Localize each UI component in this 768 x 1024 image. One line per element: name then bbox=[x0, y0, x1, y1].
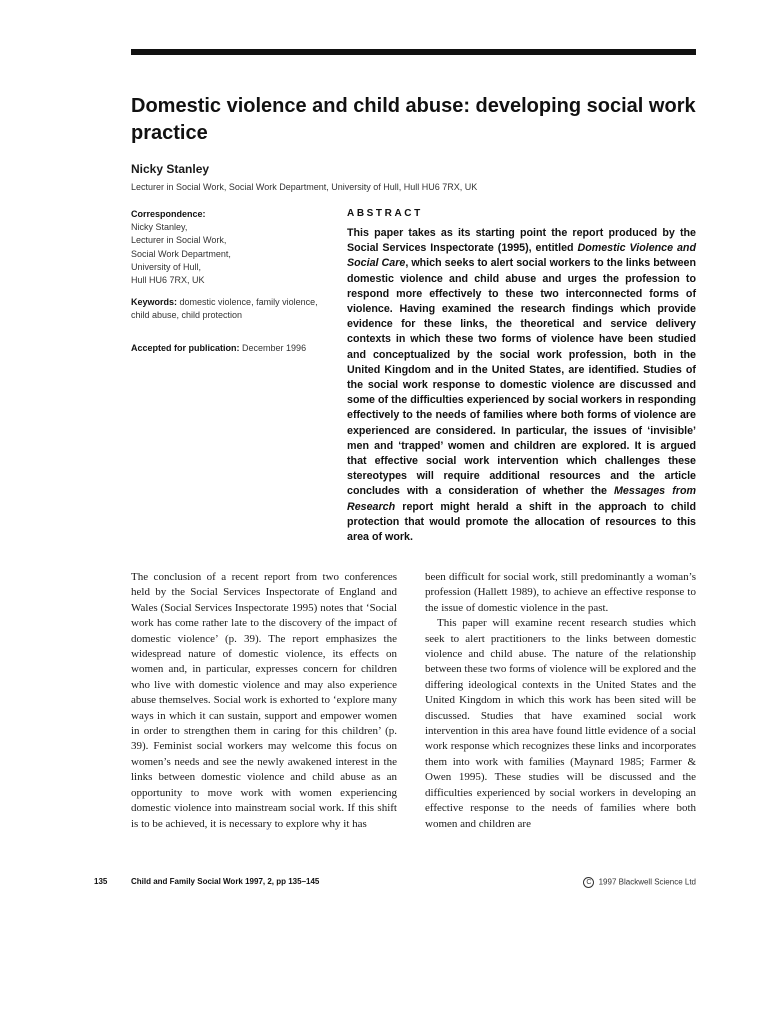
keywords-label: Keywords: bbox=[131, 297, 178, 308]
body-column-left: The conclusion of a recent report from two conferences held by the Social Services Inspectorate of England and Wales (Social Services Inspectorate 1995) notes that ‘Social work has come rather late to the discovery of the impact of domestic violence’ (p. 39). The report emphasizes the widespread nature of domestic violence, its effects on women and, in particular, expresses concern for children who live with domestic violence and may also experience abuse themselves. Social work is exhorted to ‘explore many ways in which it can sustain, support and empower women in order to strengthen them in caring for this children’ (p. 39). Feminist social workers may welcome this focus on women’s needs and see the newly awakened interest in the links between domestic violence and child abuse as an opportunity to move work with women experiencing domestic violence into mainstream social work. If this shift is to be achieved, it is necessary to explore why it has bbox=[131, 571, 397, 830]
journal-citation: Child and Family Social Work 1997, 2, pp 135–145 bbox=[131, 877, 320, 886]
accepted-block bbox=[131, 342, 321, 355]
copyright-text: 1997 Blackwell Science Ltd bbox=[598, 877, 696, 887]
page-number: 135 bbox=[94, 877, 108, 886]
correspondence-line: Nicky Stanley, bbox=[131, 222, 188, 233]
abstract-italic: Messages from Research bbox=[347, 485, 696, 513]
abstract-segment: This paper takes as its starting point the report produced by the Social Services Inspectorate (1995), entitled bbox=[347, 227, 696, 255]
correspondence-line: Social Work Department, bbox=[131, 248, 231, 259]
abstract-italic: Domestic Violence and Social Care bbox=[347, 242, 696, 270]
keywords-block bbox=[131, 296, 321, 322]
copyright-notice bbox=[583, 877, 696, 888]
author-affiliation: Lecturer in Social Work, Social Work Department, University of Hull, Hull HU6 7RX, UK bbox=[131, 182, 478, 192]
correspondence-label: Correspondence: bbox=[131, 209, 206, 219]
body-column-right bbox=[425, 570, 696, 832]
correspondence-block bbox=[131, 208, 321, 287]
body-paragraph: been difficult for social work, still predominantly a woman’s profession (Hallett 1989), to achieve an effective response to the issue of domestic violence in the past. bbox=[425, 571, 696, 614]
article-title: Domestic violence and child abuse: developing social work practice bbox=[131, 95, 696, 144]
abstract-heading: ABSTRACT bbox=[347, 208, 423, 219]
correspondence-line: Lecturer in Social Work, bbox=[131, 235, 227, 246]
correspondence-line: Hull HU6 7RX, UK bbox=[131, 275, 205, 286]
correspondence-line: University of Hull, bbox=[131, 261, 202, 272]
body-paragraph: This paper will examine recent research studies which seek to alert practitioners to the links between domestic violence and child abuse. The nature of the relationship between these two forms of violence will be explored and the differing ideological contexts in the United States and the United Kingdom in which this work has been sited will be discussed. Studies that have examined social work intervention in this area have found little evidence of a social work response which recognizes these links and incorporates them into work with families (Maynard 1985; Farmer & Owen 1995). These studies will be discussed and the difficulties experienced by social workers in developing an effective response to the needs of families where both women and children are bbox=[425, 617, 696, 830]
copyright-icon: C bbox=[583, 877, 594, 888]
keywords-text: domestic violence, family violence, child abuse, child protection bbox=[131, 297, 318, 321]
abstract-segment: report might herald a shift in the approach to child protection that would promote the allocation of resources to this area of work. bbox=[347, 500, 696, 544]
accepted-label: Accepted for publication: bbox=[131, 342, 240, 353]
abstract-text bbox=[347, 226, 696, 545]
sidebar bbox=[131, 208, 321, 355]
accepted-date: December 1996 bbox=[242, 342, 307, 353]
header-rule bbox=[131, 49, 696, 55]
abstract-segment: , which seeks to alert social workers to the links between domestic violence and child abuse and urges the profession to respond more effectively to these two interconnected forms of violence. Having examined the research findings which provide evidence for these links, the theoretical and service delivery contexts in which these two forms of violence have been studied and conceptualized by the social work profession, both in the United Kingdom and in the United States, are identified. Studies of the social work response to domestic violence are discussed and some of the difficulties experienced by social workers in responding effectively to the needs of families where both forms of violence are experienced are considered. In particular, the issues of ‘invisible’ men and ‘trapped’ women and children are explored. It is argued that effective social work intervention which challenges these stereotypes will require additional resources and the article concludes with a consideration of whether the bbox=[347, 257, 697, 498]
author-name: Nicky Stanley bbox=[131, 162, 210, 176]
